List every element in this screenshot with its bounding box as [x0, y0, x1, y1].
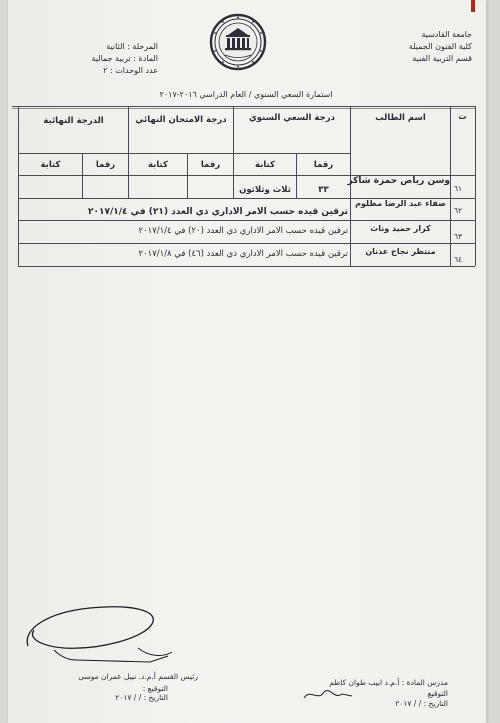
row-number: ٦٢ — [454, 206, 463, 215]
head-of-department-name: رئيس القسم أ.م.د. نبيل عمران موسى — [78, 672, 198, 681]
subject-label: المادة : تربية جمالية — [91, 54, 158, 63]
col-final-exam-header: درجة الامتحان النهائي — [135, 115, 227, 125]
annual-words-value: ثلاث وثلاثون — [239, 185, 291, 195]
exam-digits-subheader: رقما — [200, 160, 221, 170]
row-number: ٦٤ — [454, 255, 463, 264]
college-name: كلية الفنون الجميلة — [408, 42, 472, 51]
row-number: ٦١ — [454, 184, 463, 193]
units-label: عدد الوحدات : ٢ — [103, 66, 158, 75]
subject-teacher-name: مدرس المادة : أ.م.د ابيب طوان كاظم — [329, 678, 448, 687]
row-number: ٦٣ — [454, 232, 463, 241]
col-annual-effort-header: درجة السعي السنوي — [249, 113, 335, 123]
deregistration-note: ترقين قيده حسب الامر الاداري ذي العدد (٤٦) في ٢٠١٧/١/٨ — [138, 249, 348, 259]
deregistration-note: ترقين قيده حسب الامر الاداري ذي العدد (٢٠) في ٢٠١٧/١/٤ — [138, 226, 348, 236]
annual-words-subheader: كتابة — [255, 160, 275, 170]
stage-label: المرحلة : الثانية — [106, 42, 158, 51]
head-signature-label: التوقيع : — [142, 684, 168, 693]
final-digits-subheader: رقما — [95, 160, 116, 170]
col-final-grade-header: الدرجة النهائية — [43, 116, 104, 126]
form-title: استمارة السعي السنوي / العام الدراسي ٢٠١٦-٢٠١٧ — [159, 90, 333, 99]
university-name: جامعة القادسية — [421, 30, 472, 39]
department-name: قسم التربية الفنية — [412, 54, 472, 63]
deregistration-note: ترقين قيده حسب الامر الاداري ذي العدد (٢١) في ٢٠١٧/١/٤ — [88, 207, 348, 217]
head-signature-scribble — [20, 598, 190, 668]
teacher-signature-label: التوقيع — [427, 689, 448, 698]
student-name: وسن رياض حمزة شاكر — [347, 176, 450, 186]
exam-words-subheader: كتابة — [148, 160, 168, 170]
annual-digits-subheader: رقما — [313, 160, 334, 170]
final-words-subheader: كتابة — [40, 160, 61, 170]
university-seal-logo — [209, 13, 267, 71]
teacher-date-label: التاريخ : / / ٢٠١٧ — [395, 699, 448, 708]
col-number-header: ت — [458, 112, 467, 122]
red-edge-mark — [471, 0, 475, 12]
col-student-name-header: اسم الطالب — [375, 113, 426, 123]
student-name: منتظر نجاح عدنان — [365, 247, 436, 256]
head-date-label: التاريخ : / / ٢٠١٧ — [115, 693, 168, 702]
student-name: كرار حميد وناث — [370, 224, 431, 233]
annual-digits-value: ٣٣ — [318, 185, 329, 195]
student-name: صفاء عبد الرضا مظلوم — [355, 199, 446, 208]
document-page — [8, 0, 486, 723]
